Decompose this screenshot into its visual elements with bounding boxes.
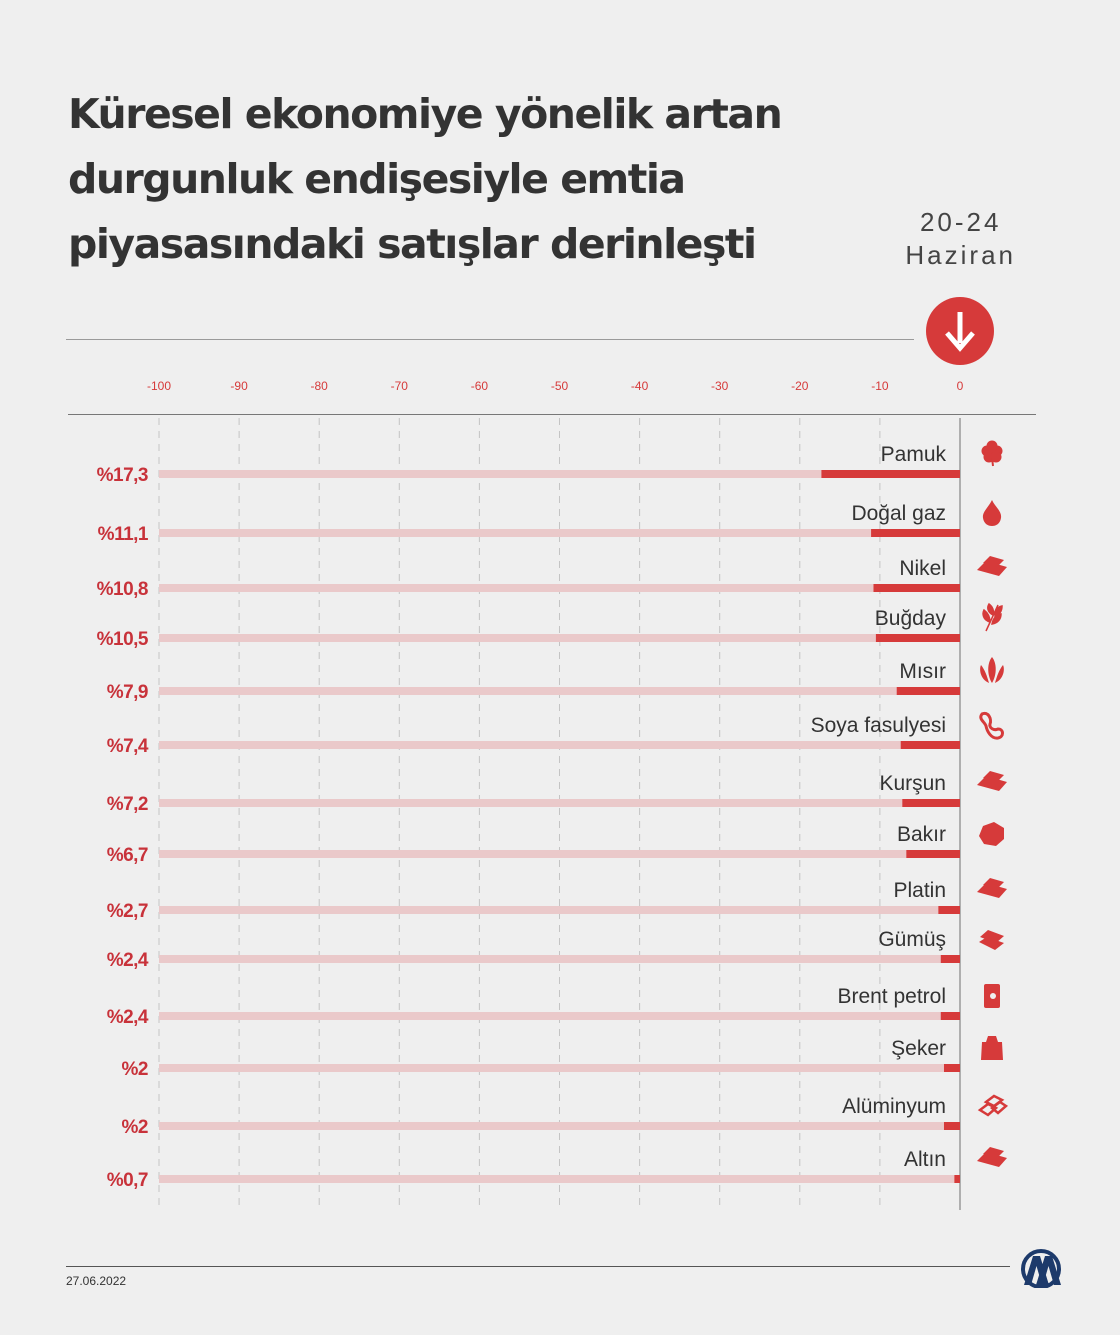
bar-track xyxy=(159,850,960,858)
bar xyxy=(821,470,960,478)
x-tick-label: 0 xyxy=(956,379,964,393)
value-label: %17,3 xyxy=(96,465,148,486)
bar xyxy=(876,634,960,642)
category-label: Nikel xyxy=(899,557,946,580)
bar-track xyxy=(159,634,960,642)
category-label: Kurşun xyxy=(879,772,946,795)
x-tick-label: -30 xyxy=(711,379,729,393)
bar-track xyxy=(159,955,960,963)
category-label: Brent petrol xyxy=(837,985,946,1008)
x-tick-label: -20 xyxy=(791,379,809,393)
value-label: %2 xyxy=(121,1059,148,1080)
value-label: %10,5 xyxy=(96,629,148,650)
bar-track xyxy=(159,529,960,537)
bar-track xyxy=(159,799,960,807)
bar-track xyxy=(159,741,960,749)
category-label: Alüminyum xyxy=(842,1095,946,1118)
x-tick-label: -80 xyxy=(310,379,328,393)
x-tick-label: -70 xyxy=(390,379,408,393)
category-label: Platin xyxy=(893,879,946,902)
x-tick-label: -100 xyxy=(146,379,172,393)
ingot-icon xyxy=(977,556,1007,576)
value-label: %10,8 xyxy=(96,579,148,600)
publish-date: 27.06.2022 xyxy=(66,1274,127,1288)
category-label: Gümüş xyxy=(878,928,946,951)
bar xyxy=(871,529,960,537)
value-label: %7,2 xyxy=(106,794,148,815)
bar xyxy=(954,1175,960,1183)
value-label: %2,7 xyxy=(106,901,148,922)
page-title: Küresel ekonomiye yönelik artan durgunluk endişesiyle emtia piyasasındaki satışlar derinleşti xyxy=(68,90,782,268)
bar xyxy=(941,955,960,963)
bar xyxy=(938,906,960,914)
sugar-sack-icon xyxy=(981,1036,1003,1060)
category-label: Pamuk xyxy=(880,443,946,466)
value-label: %2,4 xyxy=(106,950,148,971)
x-tick-label: -50 xyxy=(550,379,569,393)
x-tick-label: -60 xyxy=(470,379,489,393)
period-month: Haziran xyxy=(905,240,1016,270)
bar xyxy=(901,741,960,749)
ore-icon xyxy=(979,822,1004,846)
soybean-icon xyxy=(981,713,1003,738)
bar-track xyxy=(159,584,960,592)
bar-track xyxy=(159,687,960,695)
x-tick-label: -40 xyxy=(630,379,649,393)
value-label: %0,7 xyxy=(106,1170,148,1191)
bar xyxy=(941,1012,960,1020)
bar xyxy=(906,850,960,858)
value-label: %7,9 xyxy=(106,682,148,703)
corn-icon xyxy=(980,657,1004,683)
aa-logo-icon xyxy=(1018,1248,1064,1288)
bar-track xyxy=(159,1012,960,1020)
bar xyxy=(873,584,960,592)
category-label: Doğal gaz xyxy=(851,502,946,525)
ingot-icon xyxy=(977,878,1007,898)
footer-divider xyxy=(66,1266,1010,1267)
category-label: Şeker xyxy=(891,1037,946,1060)
period-days: 20-24 xyxy=(919,207,1002,237)
bar-track xyxy=(159,906,960,914)
flame-icon xyxy=(983,500,1001,526)
barrel-icon xyxy=(984,984,1000,1008)
value-label: %2 xyxy=(121,1117,148,1138)
ingot-icon xyxy=(977,771,1007,791)
category-label: Buğday xyxy=(874,607,946,630)
category-label: Bakır xyxy=(896,823,946,846)
aluminum-blocks-icon xyxy=(980,1096,1006,1115)
value-label: %11,1 xyxy=(97,524,148,545)
bar-track xyxy=(159,1122,960,1130)
wheat-icon xyxy=(983,604,1002,631)
x-tick-label: -10 xyxy=(871,379,889,393)
category-label: Soya fasulyesi xyxy=(810,714,946,737)
bar-track xyxy=(159,1175,960,1183)
bar xyxy=(944,1064,960,1072)
bar-track xyxy=(159,1064,960,1072)
cotton-icon xyxy=(982,441,1003,467)
bars-icon xyxy=(979,930,1004,950)
x-tick-label: -90 xyxy=(230,379,248,393)
bar xyxy=(897,687,960,695)
category-label: Mısır xyxy=(899,660,946,683)
category-label: Altın xyxy=(903,1148,946,1171)
value-label: %7,4 xyxy=(106,736,148,757)
value-label: %6,7 xyxy=(106,845,148,866)
bar xyxy=(902,799,960,807)
ingot-icon xyxy=(977,1147,1007,1167)
value-label: %2,4 xyxy=(106,1007,148,1028)
bar xyxy=(944,1122,960,1130)
